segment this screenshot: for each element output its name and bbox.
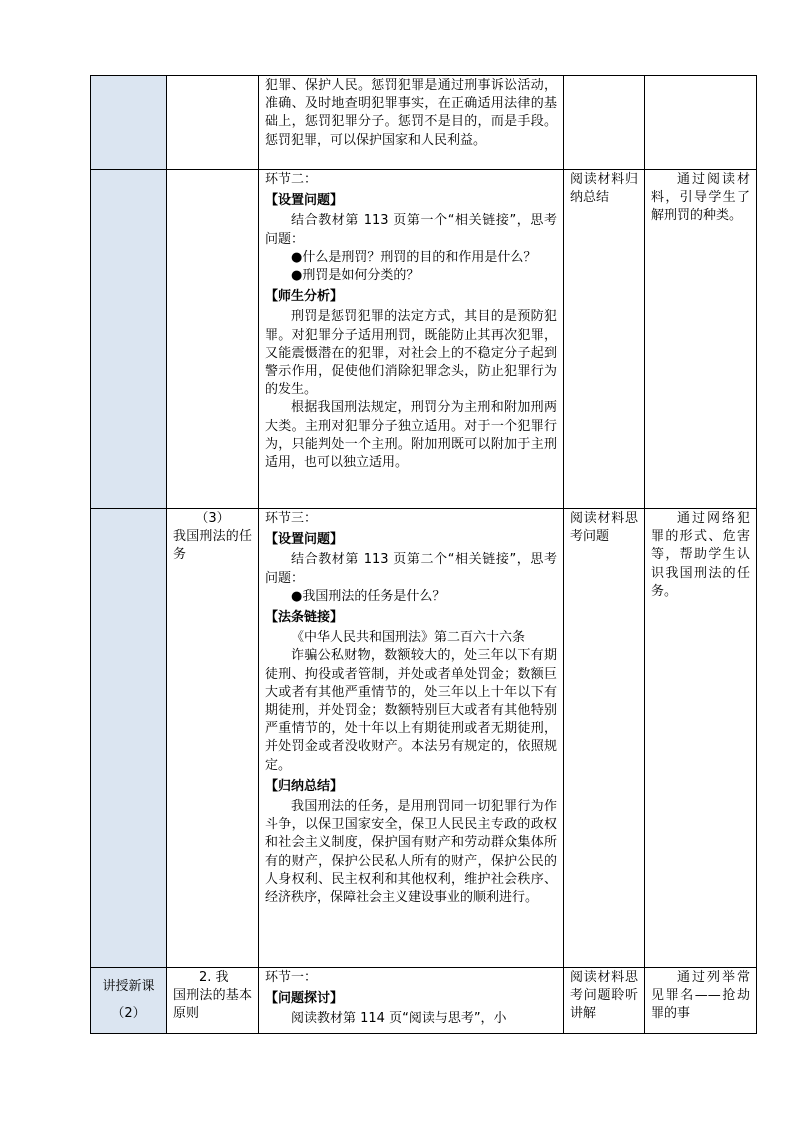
- table-row: [91, 170, 757, 509]
- table-row: [91, 509, 757, 968]
- topic-number: （3）: [195, 511, 230, 526]
- activity-text: 阅读材料归纳总结: [570, 172, 638, 206]
- content-text: 犯罪、保护人民。惩罚犯罪是通过刑事诉讼活动，准确、及时地查明犯罪事实，在正确适用法律的基础上，惩罚犯罪分子。惩罚不是目的，而是手段。惩罚犯罪，可以保护国家和人民利益。: [265, 78, 557, 148]
- heading-set-question: 【设置问题】: [265, 532, 344, 548]
- stage-label: 环节二：: [265, 172, 318, 187]
- activity-cell: [564, 968, 645, 1034]
- activity-cell: [564, 170, 645, 509]
- paragraph: 根据我国刑法规定，刑罚分为主刑和附加刑两大类。主刑对犯罪分子独立适用。对于一个犯罪行为，只能判处一个主刑。附加刑既可以附加于主刑适用，也可以独立适用。: [265, 400, 557, 471]
- intent-text: 通过列举常见罪名——抢劫罪的事: [651, 970, 750, 1022]
- topic-number: 2. 我: [199, 970, 229, 985]
- paragraph: 刑罚是惩罚犯罪的法定方式，其目的是预防犯罪。对犯罪分子适用刑罚，既能防止其再次犯罪，又能震慑潜在的犯罪，对社会上的不稳定分子起到警示作用，促使他们消除犯罪念头，防止犯罪行为的发生。: [265, 309, 557, 398]
- section-cell: [91, 509, 167, 968]
- content-cell: [259, 170, 564, 509]
- section-cell: [91, 968, 167, 1034]
- heading-summary: 【归纳总结】: [265, 778, 344, 794]
- activity-text: 阅读材料思考问题聆听讲解: [570, 970, 638, 1022]
- paragraph: 阅读教材第 114 页“阅读与思考”，小: [291, 1011, 507, 1027]
- topic-cell: [167, 968, 259, 1034]
- intent-cell: [645, 968, 757, 1034]
- paragraph: 《中华人民共和国刑法》第二百六十六条: [291, 630, 526, 646]
- heading-analysis: 【师生分析】: [265, 289, 344, 305]
- activity-text: 阅读材料思考问题: [570, 511, 638, 545]
- heading-set-question: 【设置问题】: [265, 193, 344, 209]
- stage-label: 环节一：: [265, 970, 318, 985]
- topic-cell: [167, 170, 259, 509]
- activity-cell: [564, 509, 645, 968]
- section-label: 讲授新课: [102, 979, 155, 995]
- section-number: （2）: [111, 1005, 146, 1021]
- intent-cell: [645, 76, 757, 170]
- bullet-item: ●什么是刑罚？刑罚的目的和作用是什么？: [291, 249, 537, 265]
- topic-title: 国刑法的基本原则: [173, 988, 252, 1022]
- content-cell: [259, 968, 564, 1034]
- intent-cell: [645, 509, 757, 968]
- topic-title: 我国刑法的任务: [173, 529, 252, 563]
- stage-label: 环节三：: [265, 511, 318, 526]
- bullet-item: ●刑罚是如何分类的？: [291, 268, 420, 284]
- topic-cell: [167, 509, 259, 968]
- section-cell: [91, 76, 167, 170]
- heading-problem: 【问题探讨】: [265, 991, 344, 1007]
- intent-text: 通过阅读材料，引导学生了解刑罚的种类。: [651, 172, 750, 224]
- heading-law-link: 【法条链接】: [265, 610, 344, 626]
- activity-cell: [564, 76, 645, 170]
- paragraph: 结合教材第 113 页第二个“相关链接”，思考问题：: [265, 552, 557, 586]
- table-row: [91, 76, 757, 170]
- table-row: [91, 968, 757, 1034]
- intent-text: 通过网络犯罪的形式、危害等，帮助学生认识我国刑法的任务。: [651, 511, 750, 599]
- section-cell: [91, 170, 167, 509]
- topic-cell: [167, 76, 259, 170]
- lesson-plan-table: [90, 75, 757, 1034]
- bullet-item: ●我国刑法的任务是什么？: [291, 588, 446, 604]
- paragraph: 结合教材第 113 页第一个“相关链接”，思考问题：: [265, 213, 557, 247]
- paragraph: 我国刑法的任务，是用刑罚同一切犯罪行为作斗争，以保卫国家安全，保卫人民民主专政的政权和社会主义制度，保护国有财产和劳动群众集体所有的财产，保护公民私人所有的财产，保护公民的人身权利、民主权利和其他权利，维护社会秩序、经济秩序，保障社会主义建设事业的顺利进行。: [265, 799, 557, 906]
- intent-cell: [645, 170, 757, 509]
- content-cell: [259, 509, 564, 968]
- paragraph: 诈骗公私财物，数额较大的，处三年以下有期徒刑、拘役或者管制，并处或者单处罚金；数额巨大或者有其他严重情节的，处三年以上十年以下有期徒刑，并处罚金；数额特别巨大或者有其他特别严重情节的，处十年以上有期徒刑或者无期徒刑，并处罚金或者没收财产。本法另有规定的，依照规定。: [265, 648, 557, 773]
- content-cell: [259, 76, 564, 170]
